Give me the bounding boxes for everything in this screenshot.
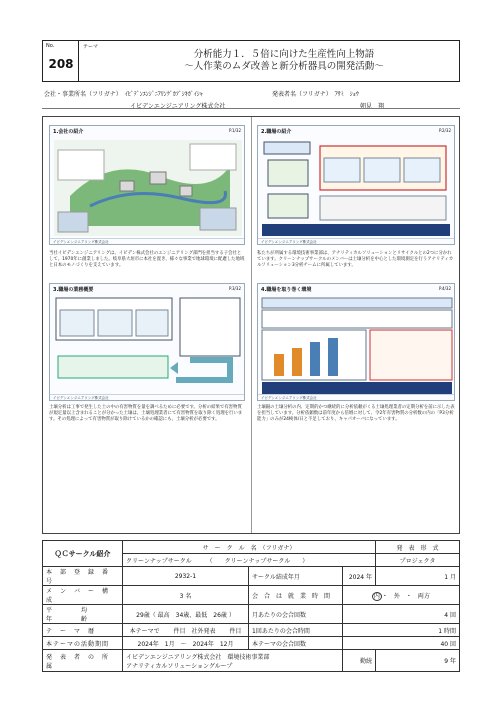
theme-title-line1: 分析能力１．５倍に向けた生産性向上物語 <box>193 49 375 60</box>
presenter-label: 発表者名（フリガナ） ｱｻﾐ ｼｮｳ <box>272 91 359 98</box>
capacity-table-graphic <box>258 294 456 396</box>
slide-title: 4.職場を取り巻く環境 <box>261 287 312 293</box>
column-divider <box>251 117 252 533</box>
members: 3 名 <box>123 586 249 605</box>
number-box <box>43 41 79 81</box>
slide-number: P.3/32 <box>228 286 241 291</box>
slide-title: 2.職場の紹介 <box>261 129 292 135</box>
period: 2024年 1月 ～ 2024年 12月 <box>123 637 249 650</box>
tenure: 9 年 <box>376 650 460 672</box>
slide-title: 3.職場の業務概要 <box>53 287 94 293</box>
theme-count-label: テ ー マ 暦 <box>43 624 123 637</box>
paragraph-company: 当社イビデンエンジニアリングは、イビデン株式会社のエンジニアリング部門を担当する子会社として、1970年に創業しました。岐阜県大垣市に本社を置き、様々な事業で地球環境に配慮した地域と日本のモノづくりを支えています。 <box>49 251 245 268</box>
meeting-time-label: 会 合 は 就 業 時 間 <box>249 586 343 605</box>
number-value: 208 <box>48 57 74 71</box>
circle-name-label: サ ー ク ル 名 （フリガナ） <box>123 541 376 554</box>
paragraph-environment: 土壌銀の土壌分析の内、定期的かつ継続的に分析依頼がくる土壌処理業者の定期分析を前に示した表を担当しています。分析依頼数は前年度から倍増に対して、令2年有害物質の分析数の内の「P3分析能力」のみが24検体/日と不足しており、キャパオーバになっています。 <box>257 405 455 422</box>
paragraph-business: 土壌分析は工事で発生した土の中の有害物質を量を調べるために必要です。分析の結果で有害物質が規定量以上含まれることが分かった土壌は、土壌処理業者にて有害物質を取り除く処理を行います。その処理によって有害物質が取り除けているかの確認にも、土壌分析が必要です。 <box>49 405 243 422</box>
meeting-time-options <box>342 586 459 605</box>
per-meeting: 1 時間 <box>342 624 459 637</box>
monthly: 4 回 <box>342 605 459 624</box>
affiliation: イビデンエンジニアリング株式会社 環境技術事業部 アナリティカルソリューショングループ <box>123 650 343 672</box>
slide-footer: イビデンエンジニアリング株式会社 <box>50 394 244 400</box>
slide-footer: イビデンエンジニアリング株式会社 <box>50 238 244 244</box>
organization-chart <box>258 136 456 240</box>
per-meeting-label: 1回あたりの会合時間 <box>249 624 343 637</box>
company-map-illustration <box>50 136 246 240</box>
formed-label: サークル結成年月 <box>249 567 343 586</box>
presentation-format-label: 発 表 形 式 <box>376 541 460 554</box>
total-meetings-label: 本テーマの会合回数 <box>249 637 343 650</box>
meeting-time-rest: ・ 外 ・ 両方 <box>381 592 430 600</box>
monthly-label: 月あたりの会合回数 <box>249 605 343 624</box>
business-flow-diagram <box>50 294 246 396</box>
slide-title: 1.会社の紹介 <box>53 129 84 135</box>
total-meetings: 40 回 <box>342 637 459 650</box>
reg-no-label: 本 部 登 録 番 号 <box>43 567 123 586</box>
circle-info-table <box>42 540 460 672</box>
circle-name-cell <box>123 554 376 567</box>
theme-count: 本テーマで 件目 社外発表 件目 <box>123 624 249 637</box>
company-name: イビデンエンジニアリング株式会社 <box>130 103 226 110</box>
slide-workplace-intro <box>257 125 455 245</box>
slide-footer: イビデンエンジニアリング株式会社 <box>258 394 454 400</box>
number-label: No. <box>46 43 55 49</box>
slide-environment <box>257 283 455 401</box>
main-body <box>42 116 460 534</box>
slide-company-intro <box>49 125 245 245</box>
theme-label: テーマ <box>83 44 99 50</box>
tenure-label: 勤続 <box>342 650 375 672</box>
slide-footer: イビデンエンジニアリング株式会社 <box>258 238 454 244</box>
circle-kana: （ クリーンナップサークル ） <box>209 557 309 565</box>
slide-number: P.1/32 <box>228 128 241 133</box>
members-label: メ ン バ ー 構 成 <box>43 586 123 605</box>
age-label: 平 均 年 齢 <box>43 605 123 624</box>
header-block <box>42 40 460 82</box>
paragraph-workplace: 私たちが所属する環境技術事業部は、アナリティカルソリューションとリサイクルとの2つに分かれています。クリーンナップサークルのメンバーは土壌分析を中心とした環境測定を行うアナリティカルソリューション3分析チームに所属しています。 <box>257 251 454 268</box>
age: 29歳（ 最高 34歳、最低 26歳 ） <box>123 605 249 624</box>
slide-number: P.4/32 <box>438 286 451 291</box>
company-label: 会社・事業所名（フリガナ） ｲﾋﾞﾃﾞﾝｴﾝｼﾞﾆｱﾘﾝｸﾞｶﾌﾞｼｷｶﾞｲｼｬ <box>44 91 203 98</box>
presentation-format: プロジェクタ <box>376 554 460 567</box>
formed-year: 2024 年 <box>342 567 375 586</box>
presenter-name: 朝見 翔 <box>360 103 385 110</box>
divider <box>42 108 460 109</box>
meeting-time-selected: 内 <box>373 592 380 600</box>
theme-title-line2: ～人作業のムダ改善と新分析器具の開発活動～ <box>184 61 384 72</box>
slide-business-overview <box>49 283 245 401</box>
slide-number: P.2/32 <box>438 128 451 133</box>
affiliation-label: 発 表 者 の 所 属 <box>43 650 123 672</box>
period-label: 本テーマの活動期間 <box>43 637 123 650</box>
company-row <box>42 86 460 110</box>
reg-no: 2932-1 <box>123 567 249 586</box>
circle-name: クリーンナップサークル <box>126 557 192 565</box>
theme-title <box>113 49 455 73</box>
circle-intro-label: ＱＣサークル紹介 <box>43 541 123 567</box>
formed-month: 1 月 <box>376 567 460 586</box>
